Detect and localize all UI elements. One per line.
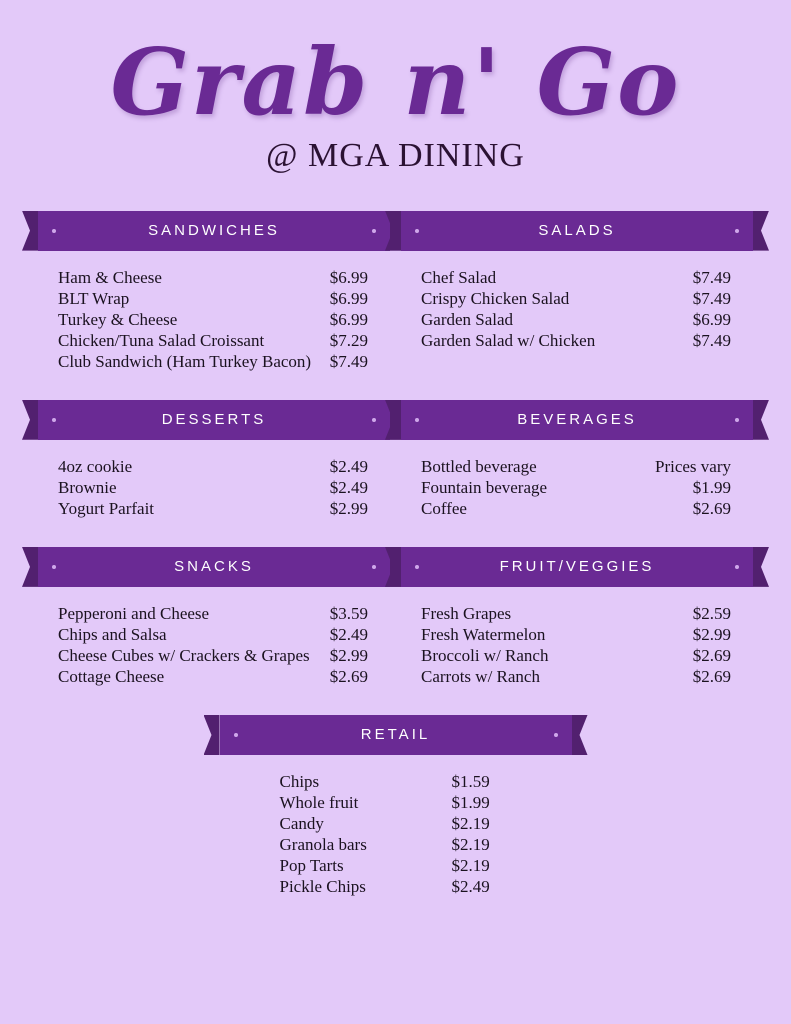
- item-name: Pickle Chips: [279, 877, 366, 897]
- menu-item: [58, 267, 368, 288]
- item-price: $6.99: [329, 309, 368, 329]
- menu-item: [58, 456, 368, 477]
- item-price: $1.99: [451, 793, 490, 812]
- ribbon-dot-left-icon: [52, 418, 56, 422]
- ribbon-tail-right-icon: [753, 211, 769, 251]
- item-price: $2.99: [329, 645, 368, 665]
- item-price: $2.19: [451, 814, 490, 834]
- item-name: Pop Tarts: [279, 856, 344, 876]
- ribbon-dot-left-icon: [415, 565, 419, 569]
- item-price: $6.99: [692, 309, 731, 329]
- section-items: [220, 771, 572, 897]
- menu-sections: [0, 211, 791, 898]
- item-price: $1.99: [692, 477, 731, 497]
- menu-item: [58, 288, 368, 309]
- item-price: $2.49: [329, 456, 368, 476]
- menu-item: [421, 666, 731, 687]
- section-banner: [38, 211, 390, 251]
- ribbon-dot-left-icon: [234, 733, 238, 737]
- item-name: Granola bars: [279, 835, 367, 855]
- menu-section-salads: [401, 211, 753, 372]
- item-price: $2.19: [451, 835, 490, 855]
- item-name: Chicken/Tuna Salad Croissant: [58, 330, 265, 350]
- menu-row-2: [38, 400, 753, 519]
- section-title: SANDWICHES: [148, 222, 280, 240]
- menu-item: [58, 477, 368, 498]
- ribbon-dot-right-icon: [372, 229, 376, 233]
- menu-item: [280, 876, 572, 897]
- item-price: $6.99: [329, 267, 368, 287]
- menu-row-4: [38, 715, 753, 897]
- section-items: [401, 603, 753, 687]
- item-name: Whole fruit: [279, 793, 359, 812]
- item-price: $7.49: [692, 288, 731, 308]
- menu-item: [280, 834, 572, 855]
- menu-item: [58, 666, 368, 687]
- item-name: Cottage Cheese: [58, 666, 165, 686]
- section-banner: [401, 211, 753, 251]
- menu-section-retail: [220, 715, 572, 897]
- ribbon-dot-right-icon: [735, 565, 739, 569]
- ribbon-dot-left-icon: [415, 418, 419, 422]
- item-name: Garden Salad w/ Chicken: [421, 330, 596, 350]
- menu-item: [421, 456, 731, 477]
- menu-item: [421, 267, 731, 288]
- ribbon-tail-right-icon: [753, 400, 769, 440]
- menu-item: [58, 498, 368, 519]
- menu-section-snacks: [38, 547, 390, 687]
- ribbon-dot-right-icon: [735, 229, 739, 233]
- ribbon-tail-right-icon: [753, 547, 769, 587]
- item-price: $2.49: [329, 477, 368, 497]
- item-price: Prices vary: [654, 456, 731, 476]
- menu-item: [421, 603, 731, 624]
- menu-item: [280, 771, 572, 792]
- item-price: $2.59: [692, 603, 731, 623]
- item-name: BLT Wrap: [58, 288, 130, 308]
- page-subtitle: @ MGA DINING: [266, 136, 525, 174]
- menu-row-1: [38, 211, 753, 372]
- item-name: Fountain beverage: [421, 477, 548, 497]
- item-price: $2.19: [451, 856, 490, 876]
- ribbon-dot-right-icon: [735, 418, 739, 422]
- item-price: $7.29: [329, 330, 368, 350]
- menu-row-3: [38, 547, 753, 687]
- menu-item: [280, 792, 572, 813]
- item-name: Chef Salad: [421, 267, 497, 287]
- item-price: $7.49: [692, 267, 731, 287]
- item-price: $2.69: [692, 645, 731, 665]
- item-name: Chips and Salsa: [58, 624, 167, 644]
- item-name: Candy: [279, 814, 324, 834]
- section-title: BEVERAGES: [517, 411, 637, 429]
- ribbon-tail-left-icon: [22, 211, 38, 251]
- section-items: [38, 456, 390, 519]
- section-items: [38, 603, 390, 687]
- section-banner: [220, 715, 572, 755]
- ribbon-tail-left-icon: [22, 400, 38, 440]
- item-price: $2.99: [329, 498, 368, 518]
- section-items: [38, 267, 390, 372]
- item-name: Broccoli w/ Ranch: [421, 645, 549, 665]
- item-price: $7.49: [329, 351, 368, 371]
- item-name: Ham & Cheese: [58, 267, 162, 287]
- ribbon-dot-left-icon: [52, 565, 56, 569]
- item-price: $2.69: [692, 666, 731, 686]
- item-name: Fresh Grapes: [421, 603, 512, 623]
- section-title: SALADS: [538, 222, 616, 240]
- item-name: Turkey & Cheese: [58, 309, 178, 329]
- menu-item: [58, 351, 368, 372]
- item-price: $2.69: [329, 666, 368, 686]
- section-title: FRUIT/VEGGIES: [499, 558, 655, 576]
- ribbon-dot-right-icon: [372, 565, 376, 569]
- menu-item: [421, 477, 731, 498]
- item-price: $3.59: [329, 603, 368, 623]
- menu-item: [58, 330, 368, 351]
- menu-section-desserts: [38, 400, 390, 519]
- section-banner: [401, 400, 753, 440]
- item-name: Cheese Cubes w/ Crackers & Grapes: [58, 645, 310, 665]
- menu-item: [58, 603, 368, 624]
- item-name: Garden Salad: [421, 309, 514, 329]
- item-name: Club Sandwich (Ham Turkey Bacon): [58, 351, 312, 371]
- menu-section-sandwiches: [38, 211, 390, 372]
- menu-item: [58, 645, 368, 666]
- item-price: $2.49: [329, 624, 368, 644]
- menu-item: [421, 288, 731, 309]
- menu-item: [280, 855, 572, 876]
- item-price: $6.99: [329, 288, 368, 308]
- item-name: Brownie: [58, 477, 117, 497]
- page-title: Grab n' Go: [110, 28, 681, 136]
- item-price: $1.59: [451, 771, 490, 791]
- menu-item: [421, 330, 731, 351]
- section-title: DESSERTS: [161, 411, 267, 429]
- menu-section-fruit-veggies: [401, 547, 753, 687]
- menu-item: [58, 624, 368, 645]
- menu-item: [421, 498, 731, 519]
- item-price: $2.99: [692, 624, 731, 644]
- item-name: Yogurt Parfait: [58, 498, 155, 518]
- ribbon-dot-right-icon: [372, 418, 376, 422]
- section-banner: [38, 547, 390, 587]
- item-price: $2.69: [692, 498, 731, 518]
- section-banner: [38, 400, 390, 440]
- item-name: Coffee: [421, 498, 467, 518]
- item-name: Fresh Watermelon: [421, 624, 546, 644]
- menu-item: [280, 813, 572, 834]
- menu-item: [421, 624, 731, 645]
- section-banner: [401, 547, 753, 587]
- item-name: Crispy Chicken Salad: [421, 288, 570, 308]
- section-title: SNACKS: [174, 558, 254, 576]
- item-name: Chips: [279, 771, 320, 791]
- ribbon-dot-right-icon: [554, 733, 558, 737]
- item-price: $7.49: [692, 330, 731, 350]
- section-title: RETAIL: [360, 726, 431, 744]
- item-name: 4oz cookie: [58, 456, 133, 476]
- ribbon-tail-left-icon: [204, 715, 220, 755]
- menu-item: [421, 645, 731, 666]
- section-items: [401, 267, 753, 351]
- item-name: Bottled beverage: [421, 456, 537, 476]
- item-name: Carrots w/ Ranch: [421, 666, 540, 686]
- section-items: [401, 456, 753, 519]
- ribbon-dot-left-icon: [415, 229, 419, 233]
- ribbon-tail-left-icon: [22, 547, 38, 587]
- ribbon-dot-left-icon: [52, 229, 56, 233]
- menu-header: [0, 0, 791, 175]
- menu-item: [58, 309, 368, 330]
- item-price: $2.49: [451, 877, 490, 897]
- item-name: Pepperoni and Cheese: [58, 603, 210, 623]
- ribbon-tail-right-icon: [572, 715, 588, 755]
- menu-section-beverages: [401, 400, 753, 519]
- menu-item: [421, 309, 731, 330]
